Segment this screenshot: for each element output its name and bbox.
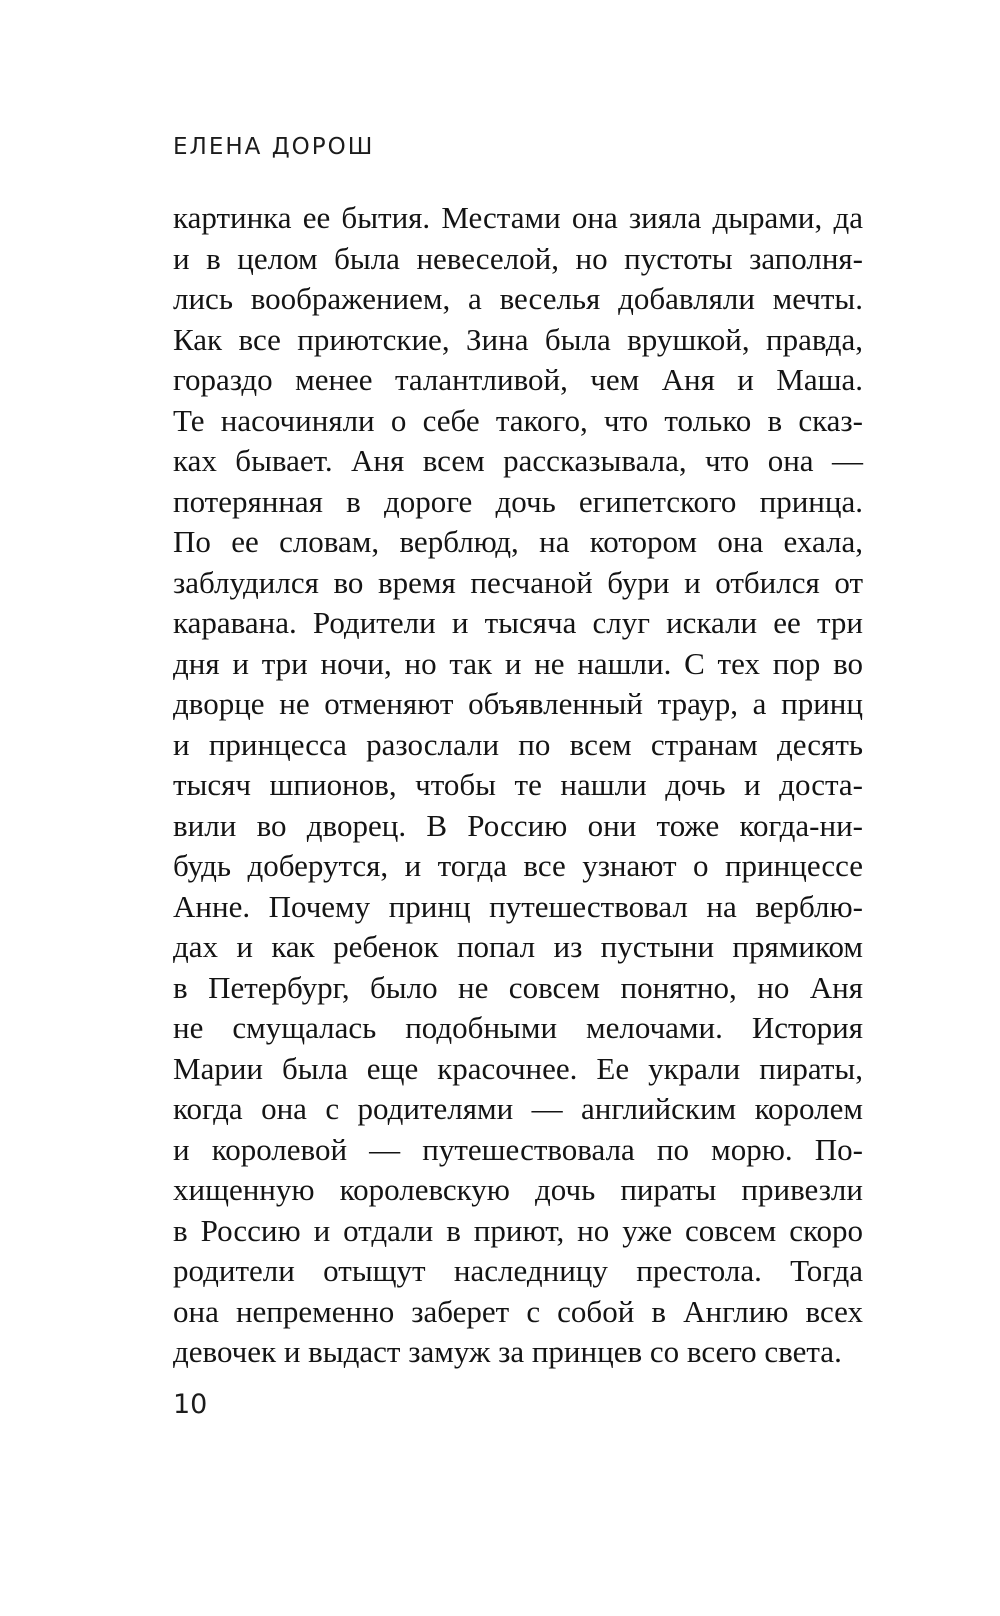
text-line: вили во дворец. В Россию они тоже когда-ни- [173,807,863,843]
text-line: Как все приютские, Зина была врушкой, правда, [173,321,863,357]
text-line: когда она с родителями — английским королем [173,1091,863,1126]
text-line: дах и как ребенок попал из пустыни прямиком [173,929,863,964]
text-line: в Петербург, было не совсем понятно, но Аня [173,969,863,1005]
text-line: потерянная в дороге дочь египетского принца. [173,483,863,519]
page-number: 10 [173,1389,208,1420]
text-line: родители отыщут наследницу престола. Тогда [173,1253,863,1288]
text-line: хищенную королевскую дочь пираты привезли [173,1172,863,1207]
text-line: заблудился во время песчаной бури и отбился от [173,564,863,600]
text-line: дня и три ночи, но так и не нашли. С тех пор во [173,645,863,681]
text-line: и принцесса разослали по всем странам десять [173,726,863,762]
text-line: По ее словам, верблюд, на котором она ехала, [173,524,863,559]
text-line: картинка ее бытия. Местами она зияла дырами, да [173,200,863,235]
text-line: в Россию и отдали в приют, но уже совсем скоро [173,1212,863,1248]
text-line: каравана. Родители и тысяча слуг искали ее три [173,605,863,640]
text-line: она непременно заберет с собой в Англию всех [173,1293,863,1329]
text-line: и в целом была невеселой, но пустоты заполня- [173,240,863,276]
text-line: лись воображением, а веселья добавляли мечты. [173,281,863,316]
text-line: и королевой — путешествовала по морю. По- [173,1131,863,1167]
text-line: тысяч шпионов, чтобы те нашли дочь и доста- [173,767,863,802]
text-line: гораздо менее талантливой, чем Аня и Маша. [173,362,863,397]
text-line: будь доберутся, и тогда все узнают о принцессе [173,848,863,883]
text-line: ках бывает. Аня всем рассказывала, что она — [173,443,863,478]
body-text [173,198,863,1373]
text-line: Анне. Почему принц путешествовал на верблю- [173,888,863,924]
running-head-author: ЕЛЕНА ДОРОШ [173,134,375,160]
text-line: дворце не отменяют объявленный траур, а принц [173,686,863,721]
text-line-last: девочек и выдаст замуж за принцев со всего света. [173,1334,842,1369]
text-line: не смущалась подобными мелочами. История [173,1010,863,1045]
text-line: Марии была еще красочнее. Ее украли пираты, [173,1050,863,1086]
text-line: Те насочиняли о себе такого, что только в сказ- [173,402,863,438]
